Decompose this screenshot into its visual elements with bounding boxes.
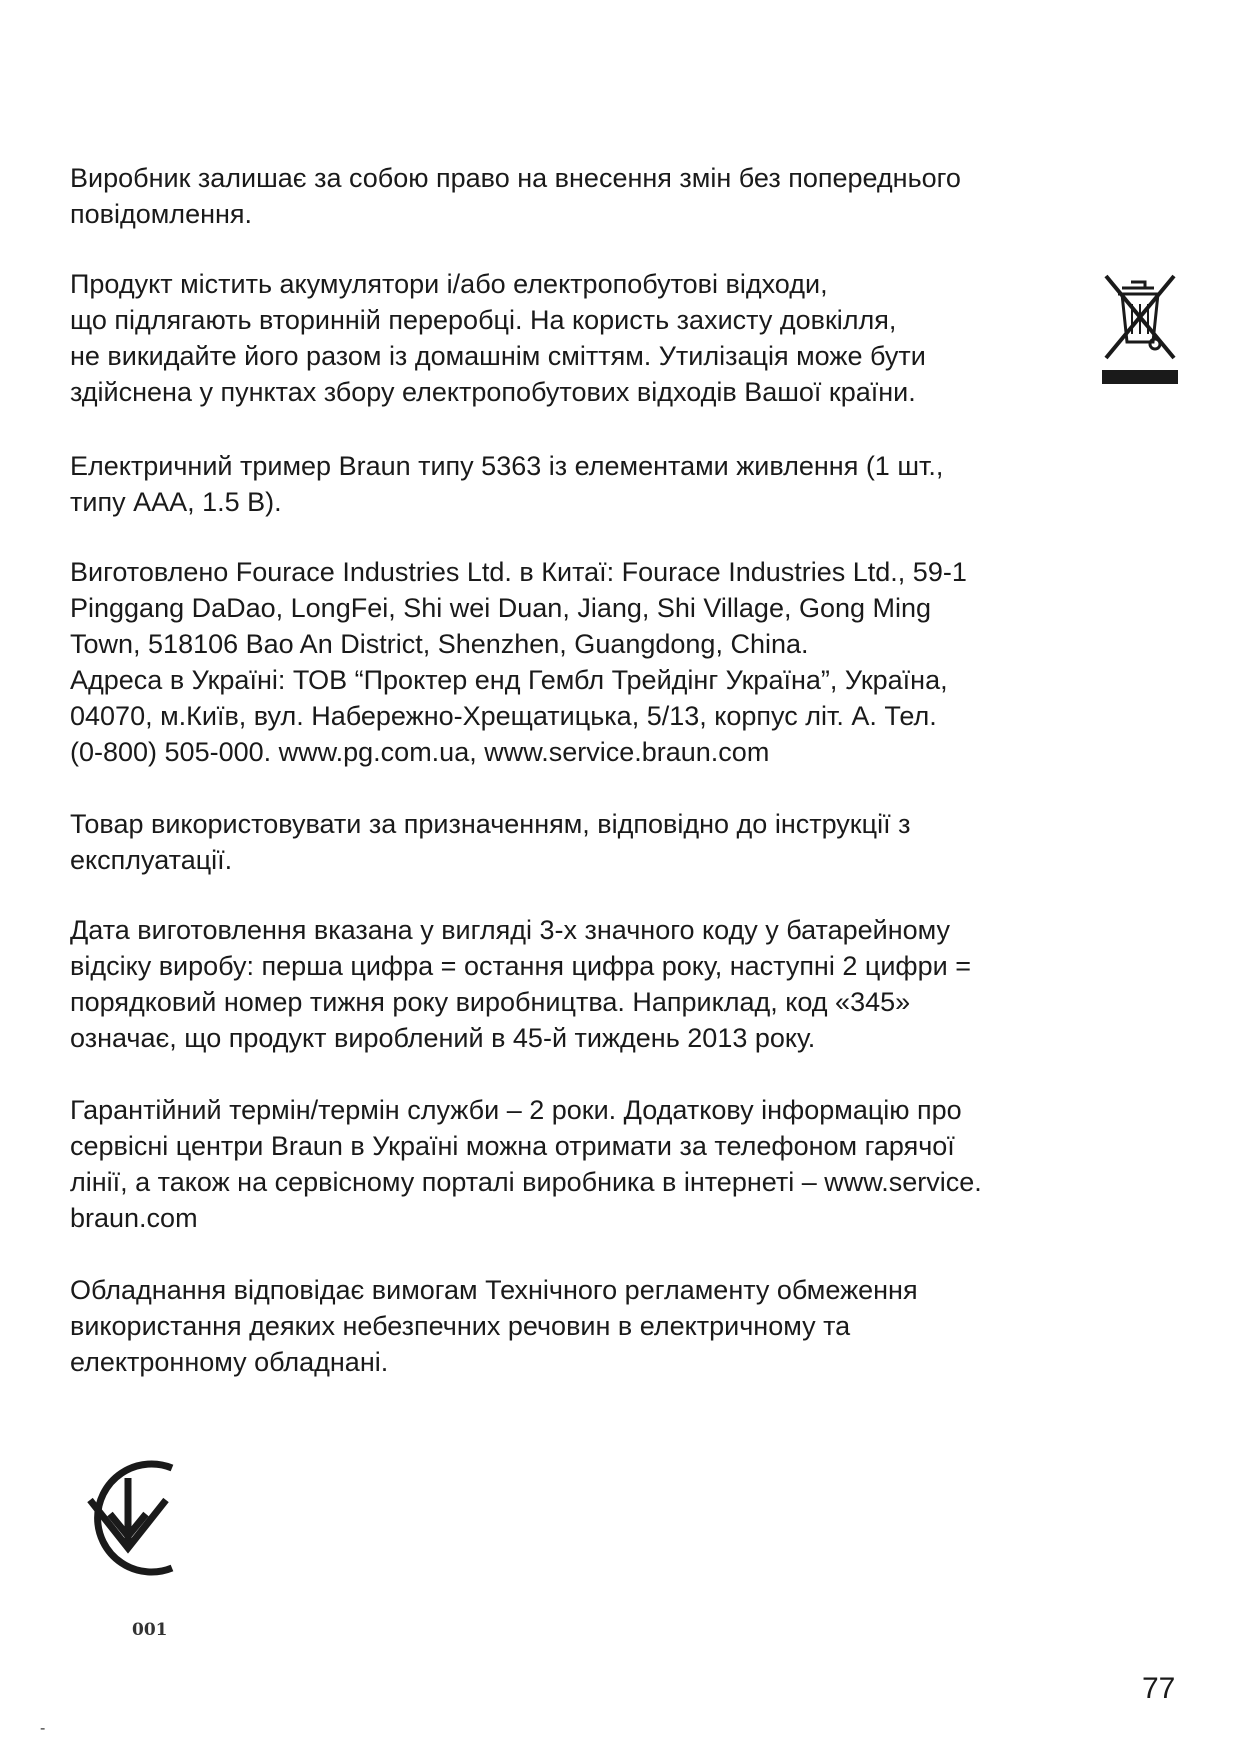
ukraine-conformity-mark-icon <box>72 1444 184 1592</box>
text-line: експлуатації. <box>70 845 233 875</box>
text-line: не викидайте його разом із домашнім сміттям. Утилізація може бути <box>70 341 926 371</box>
footer-mark: - <box>40 1720 46 1737</box>
text-line: Електричний тример Braun типу 5363 із елементами живлення (1 шт., <box>70 451 944 481</box>
text-line: Pinggang DaDao, LongFei, Shi wei Duan, Jiang, Shi Village, Gong Ming <box>70 593 932 623</box>
text-line: (0-800) 505-000. www.pg.com.ua, www.service.braun.com <box>70 737 770 767</box>
text-line: Дата виготовлення вказана у вигляді 3-х значного коду у батарейному <box>70 915 951 945</box>
text-line: відсіку виробу: перша цифра = остання цифра року, наступні 2 цифри = <box>70 951 971 981</box>
text-line: сервісні центри Braun в Україні можна отримати за телефоном гарячої <box>70 1131 955 1161</box>
text-line: лінії, а також на сервісному порталі виробника в інтернеті – www.service. <box>70 1167 982 1197</box>
paragraph-regulation-compliance <box>70 1272 1180 1380</box>
text-line: Гарантійний термін/термін служби – 2 роки. Додаткову інформацію про <box>70 1095 962 1125</box>
paragraph-manufacturer-rights <box>70 160 1180 232</box>
crossed-out-wheelie-bin-icon <box>1098 270 1182 386</box>
text-line: Виготовлено Fourace Industries Ltd. в Китаї: Fourace Industries Ltd., 59-1 <box>70 557 967 587</box>
text-line: використання деяких небезпечних речовин в електричному та <box>70 1311 851 1341</box>
paragraph-recycling <box>70 266 1180 410</box>
paragraph-product-type <box>70 448 1180 520</box>
text-line: електронному обладнані. <box>70 1347 389 1377</box>
text-line: що підлягають вторинній переробці. На користь захисту довкілля, <box>70 305 897 335</box>
text-line: здійснена у пунктах збору електропобутових відходів Вашої країни. <box>70 377 916 407</box>
paragraph-warranty <box>70 1092 1180 1236</box>
paragraph-manufacturer-address <box>70 554 1180 770</box>
text-line: Товар використовувати за призначенням, відповідно до інструкції з <box>70 809 911 839</box>
paragraph-production-date <box>70 912 1180 1056</box>
text-line: порядковий номер тижня року виробництва. Наприклад, код «345» <box>70 987 911 1017</box>
text-line: типу AAA, 1.5 В). <box>70 487 282 517</box>
text-line: означає, що продукт вироблений в 45-й тиждень 2013 року. <box>70 1023 816 1053</box>
text-line: Виробник залишає за собою право на внесення змін без попереднього <box>70 163 961 193</box>
text-line: повідомлення. <box>70 199 253 229</box>
text-line: Продукт містить акумулятори і/або електропобутові відходи, <box>70 269 828 299</box>
paragraph-intended-use <box>70 806 1180 878</box>
text-line: Адреса в Україні: ТОВ “Проктер енд Гембл Трейдінг Україна”, Україна, <box>70 665 948 695</box>
text-line: Обладнання відповідає вимогам Технічного регламенту обмеження <box>70 1275 918 1305</box>
text-line: braun.com <box>70 1203 198 1233</box>
text-line: Town, 518106 Bao An District, Shenzhen, Guangdong, China. <box>70 629 809 659</box>
conformity-mark-code: 001 <box>132 1620 168 1640</box>
page-number: 77 <box>1142 1672 1176 1705</box>
text-line: 04070, м.Київ, вул. Набережно-Хрещатицька, 5/13, корпус літ. А. Тел. <box>70 701 937 731</box>
